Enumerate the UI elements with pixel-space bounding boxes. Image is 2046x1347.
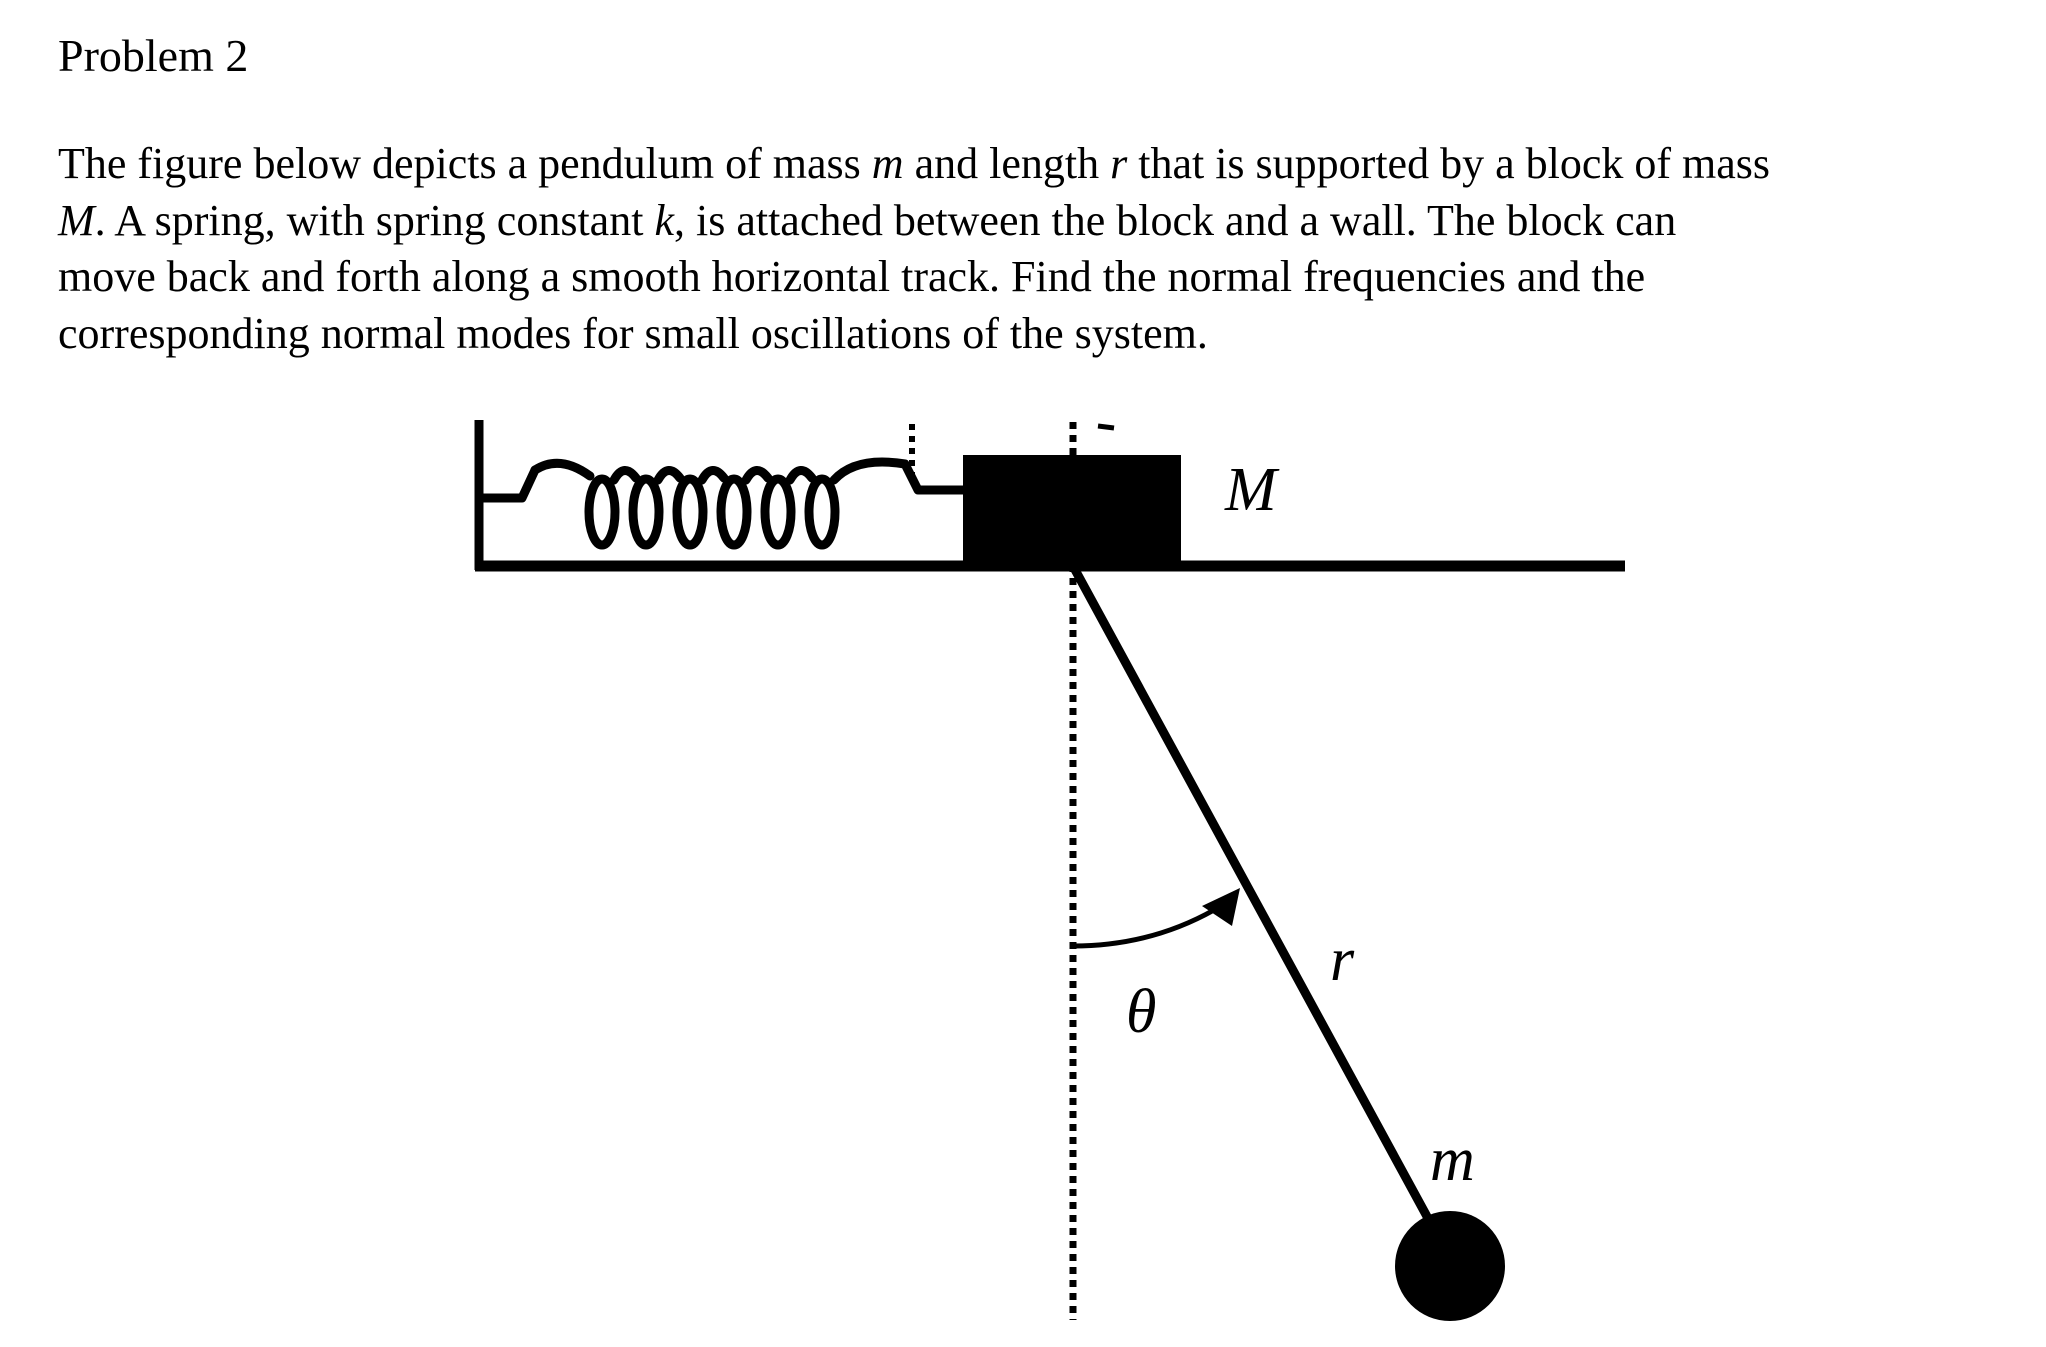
- spring: [479, 462, 968, 545]
- pendulum-bob: [1395, 1211, 1505, 1321]
- bob-mass-label: m: [1430, 1126, 1475, 1194]
- block: [963, 455, 1181, 566]
- pendulum-rod: [1073, 566, 1430, 1222]
- angle-arrowhead: [1202, 888, 1240, 926]
- problem-heading: Problem 2: [58, 30, 249, 81]
- statement-line-1-part-b: and length: [903, 139, 1111, 188]
- statement-line-2-part-a: . A spring, with spring constant: [94, 195, 655, 245]
- statement-line-3: move back and forth along a smooth horizontal track. Find the normal frequencies and the: [58, 252, 1646, 301]
- var-k: k: [654, 195, 674, 245]
- var-m: m: [871, 139, 904, 188]
- var-r: r: [1110, 139, 1128, 188]
- angle-label: θ: [1126, 978, 1157, 1046]
- length-label: r: [1330, 926, 1355, 994]
- statement-line-4: corresponding normal modes for small oscillations of the system.: [58, 308, 1208, 358]
- block-mass-label: M: [1225, 456, 1277, 524]
- var-M: M: [58, 195, 95, 245]
- top-tick-mark: [1098, 426, 1114, 428]
- statement-line-2-part-b: , is attached between the block and a wall. The block can: [673, 195, 1677, 245]
- statement-line-1-part-a: The figure below depicts a pendulum of mass: [58, 139, 872, 188]
- angle-arc: [1073, 910, 1214, 946]
- statement-line-1-part-c: that is supported by a block of mass: [1127, 139, 1771, 188]
